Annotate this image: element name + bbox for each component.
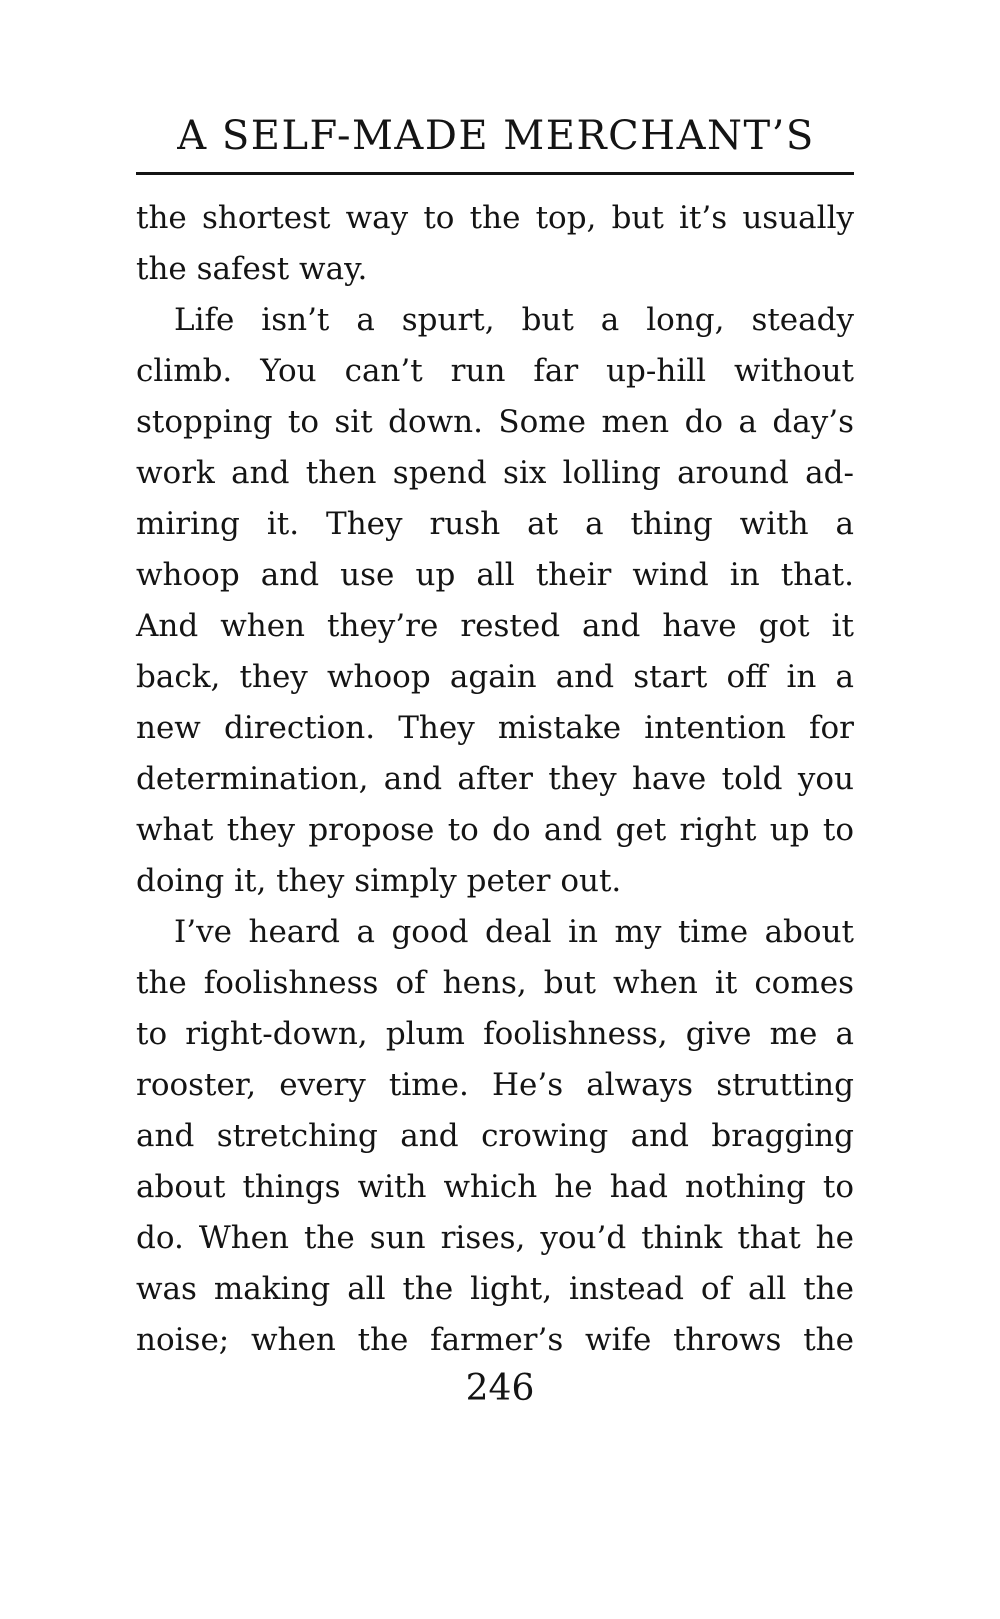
text-line: rooster, every time. He’s always strutting [136, 1067, 854, 1103]
text-line: about things with which he had nothing to [136, 1169, 854, 1205]
text-line: And when they’re rested and have got it [136, 608, 854, 644]
text-line: and stretching and crowing and bragging [136, 1118, 854, 1154]
text-line: climb. You can’t run far up-hill without [136, 353, 854, 389]
text-line: miring it. They rush at a thing with a [136, 506, 854, 542]
text-line: the foolishness of hens, but when it comes [136, 965, 854, 1001]
text-line: the safest way. [136, 251, 368, 287]
text-line: I’ve heard a good deal in my time about [174, 914, 854, 950]
text-line: to right-down, plum foolishness, give me a [136, 1016, 854, 1052]
paragraph [136, 295, 854, 907]
header-rule [136, 172, 854, 175]
text-line: Life isn’t a spurt, but a long, steady [174, 302, 854, 338]
text-line: stopping to sit down. Some men do a day’s [136, 404, 854, 440]
text-line: determination, and after they have told you [136, 761, 854, 797]
text-line: work and then spend six lolling around ad- [136, 455, 854, 491]
paragraph [136, 907, 854, 1366]
text-line: noise; when the farmer’s wife throws the [136, 1322, 854, 1358]
text-line: do. When the sun rises, you’d think that he [136, 1220, 854, 1256]
body-text [136, 193, 854, 1366]
text-line: new direction. They mistake intention for [136, 710, 854, 746]
text-line: was making all the light, instead of all the [136, 1271, 854, 1307]
text-line: the shortest way to the top, but it’s usually [136, 200, 854, 236]
running-head: A SELF-MADE MERCHANT’S [177, 113, 815, 159]
text-line: doing it, they simply peter out. [136, 863, 622, 899]
text-line: whoop and use up all their wind in that. [136, 557, 854, 593]
paragraph [136, 193, 854, 295]
text-line: back, they whoop again and start off in a [136, 659, 854, 695]
page-number: 246 [465, 1368, 535, 1409]
text-line: what they propose to do and get right up to [136, 812, 854, 848]
